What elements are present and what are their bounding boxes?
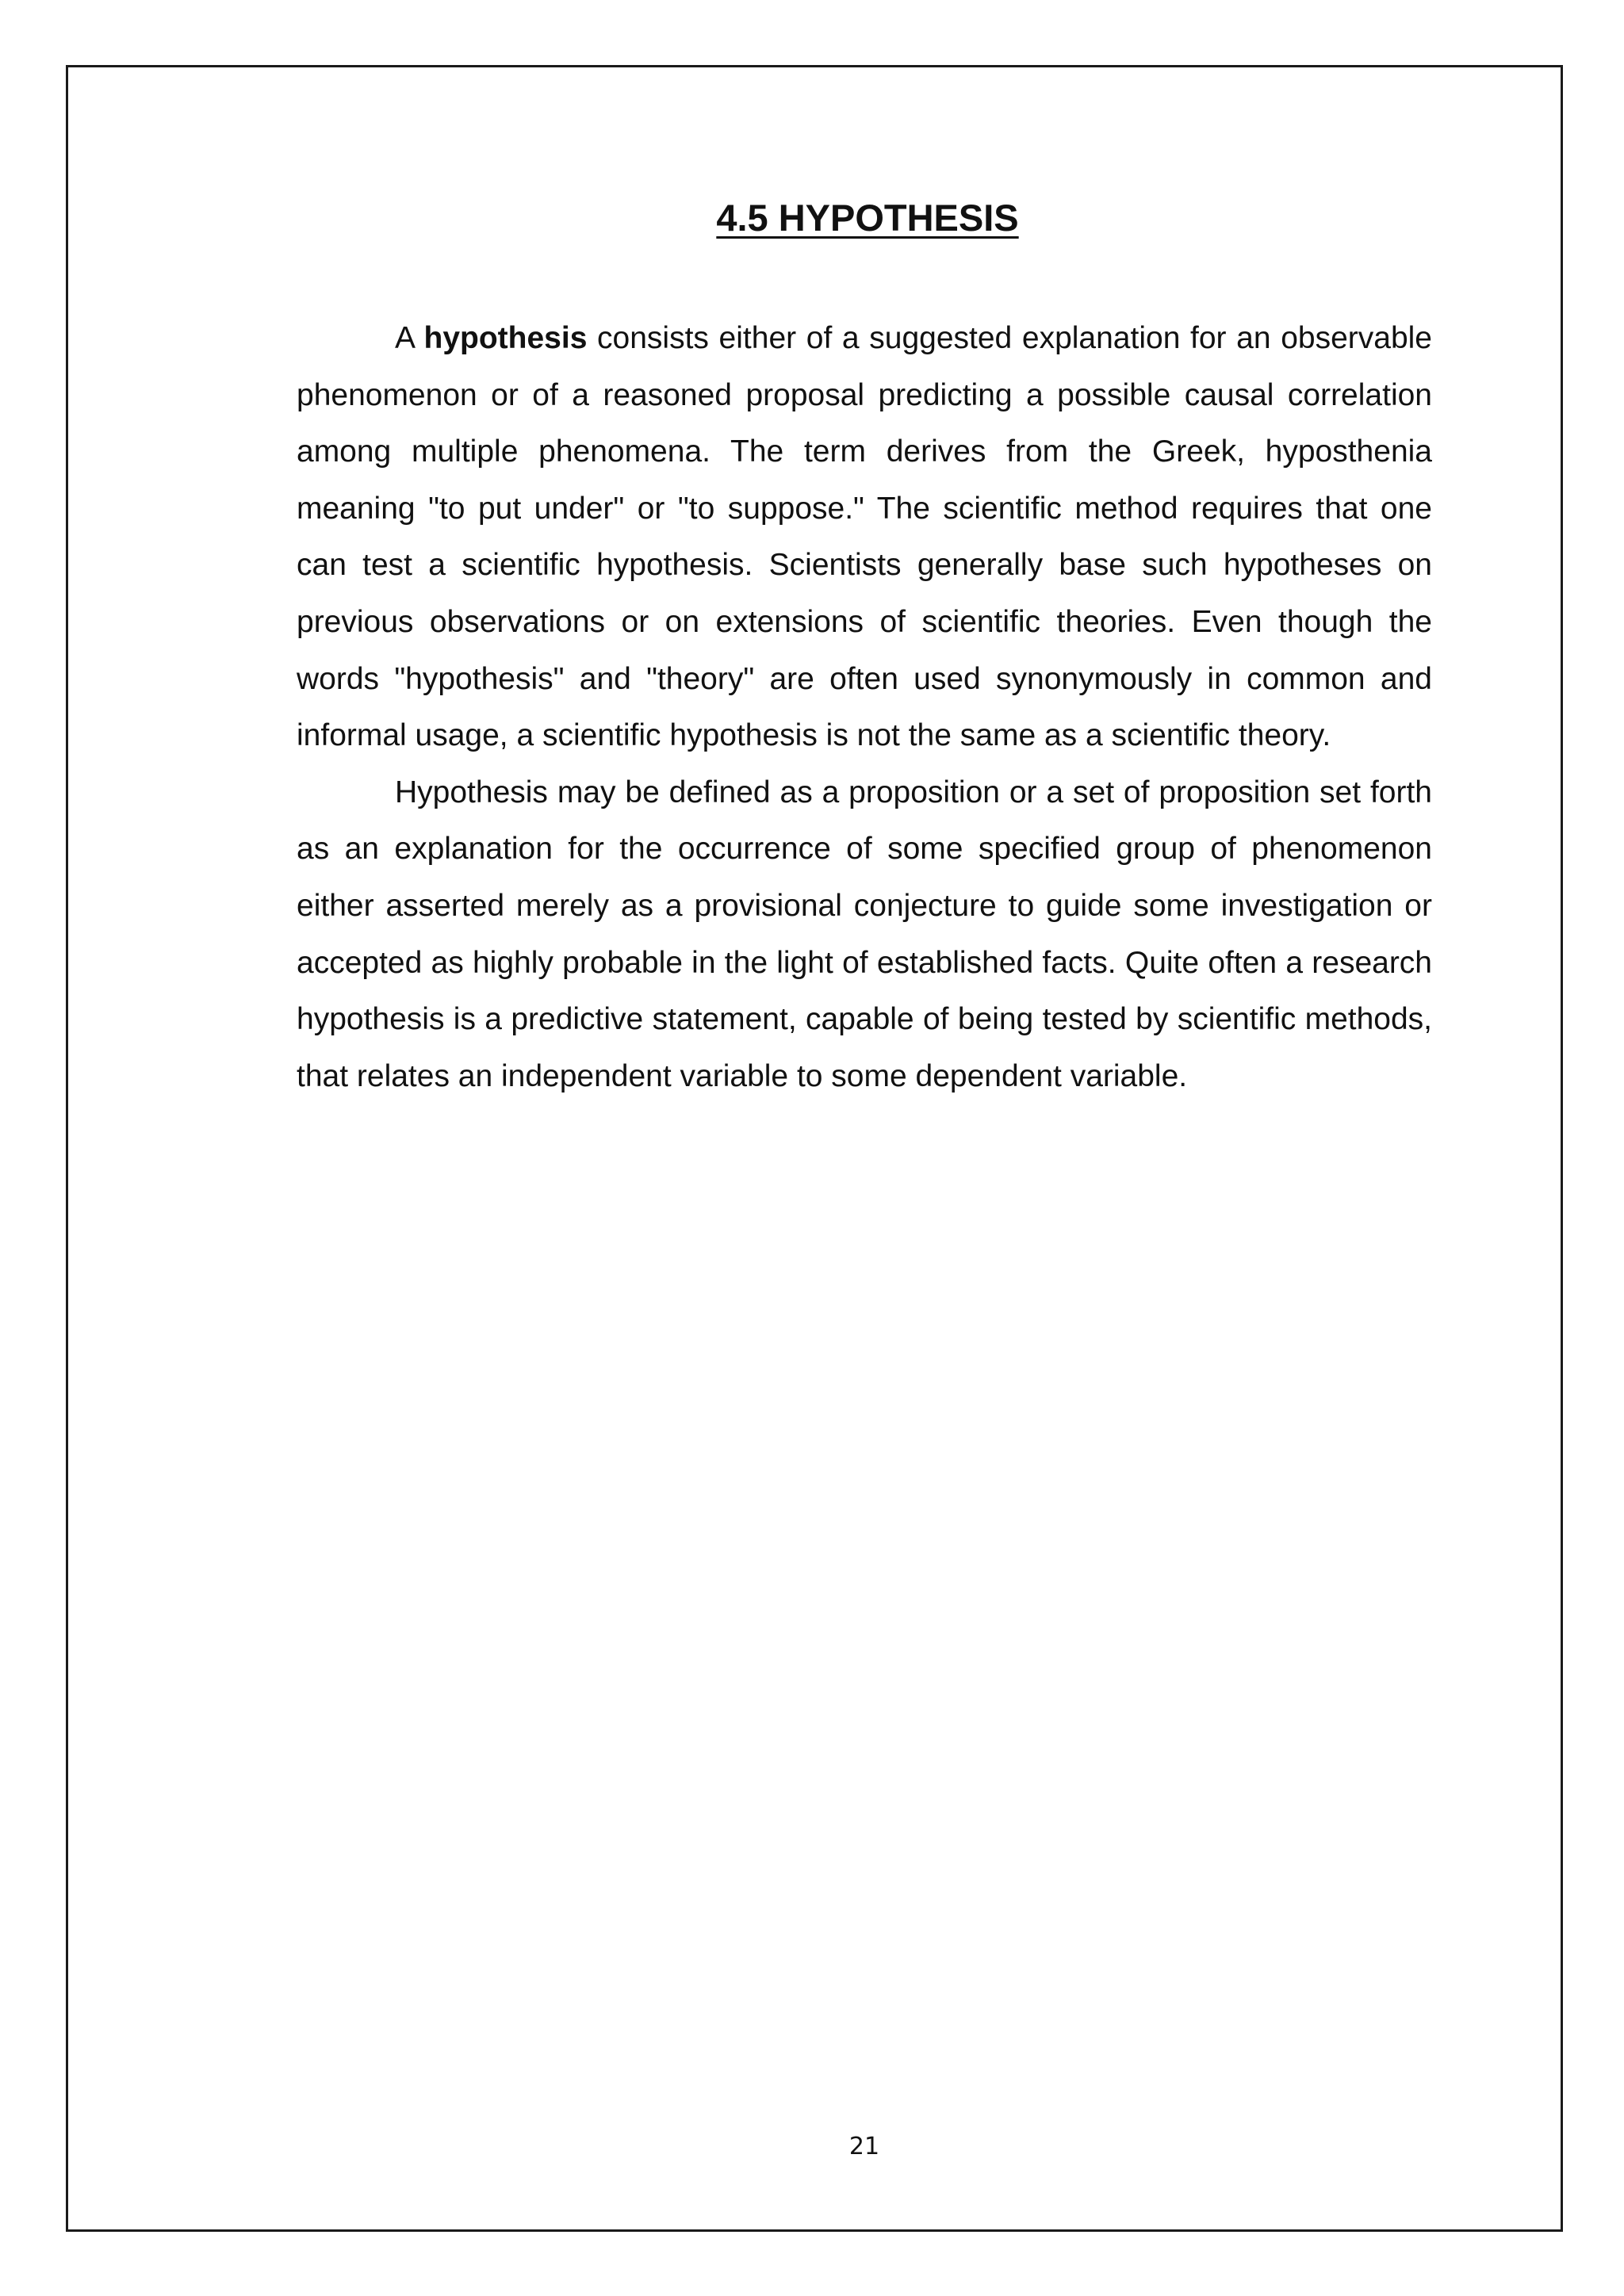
paragraph-1-text: consists either of a suggested explanation for an observable phenomenon or of a reasoned proposal predicting a possible causal correlation among multiple phenomena. The term derives from the Greek, hyposthenia meaning "to put under" or "to suppose." The scientific method requires that one can test a scientific hypothesis. Scientists generally base such hypotheses on previous observations or on extensions of scientific theories. Even though the words "hypothesis" and "theory" are often used synonymously in common and informal usage, a scientific hypothesis is not the same as a scientific theory. [297, 321, 1432, 753]
section-title-text: 4.5 HYPOTHESIS [716, 197, 1019, 239]
paragraph-1 [297, 310, 1432, 764]
body-text [297, 310, 1432, 1104]
key-term: hypothesis [423, 321, 588, 355]
paragraph-2: Hypothesis may be defined as a proposition or a set of proposition set forth as an explanation for the occurrence of some specified group of phenomenon either asserted merely as a provisional conjecture to guide some investigation or accepted as highly probable in the light of established facts. Quite often a research hypothesis is a predictive statement, capable of being tested by scientific methods, that relates an independent variable to some dependent variable. [297, 775, 1432, 1093]
page-number: 21 [848, 2133, 880, 2160]
paragraph-1-lead: A [395, 321, 424, 355]
section-title [0, 190, 1624, 246]
